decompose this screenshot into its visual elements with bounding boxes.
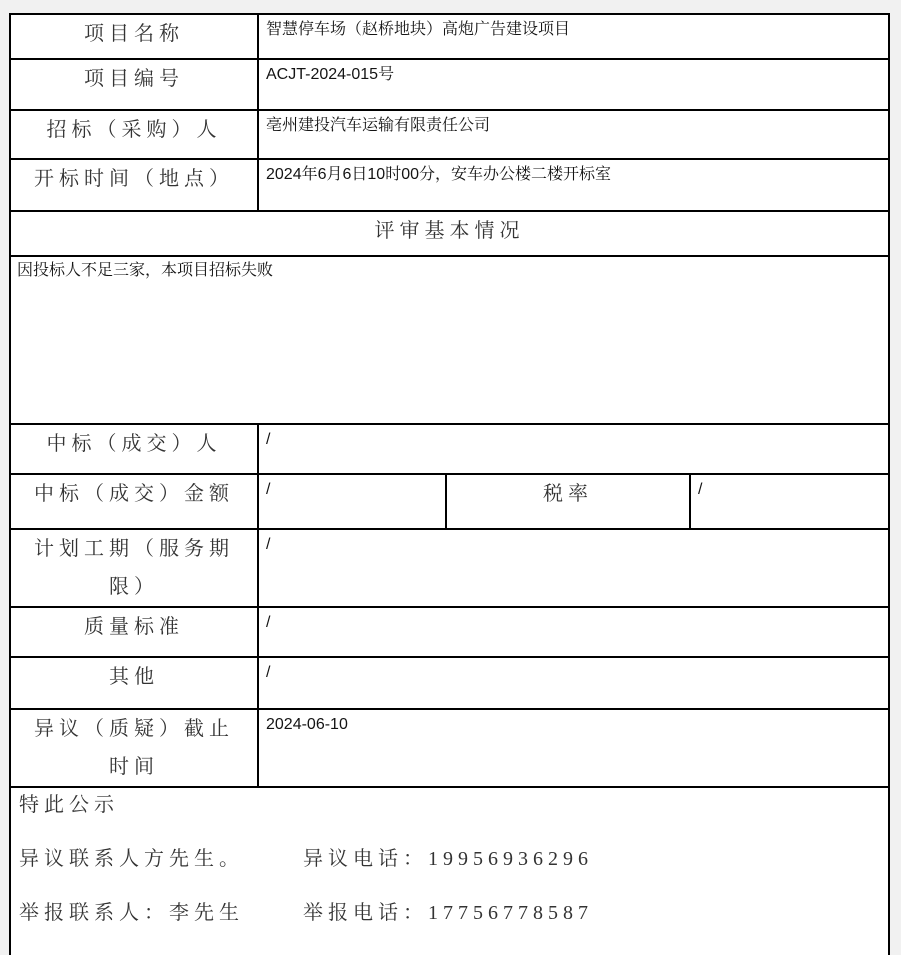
- other-label: 其他: [10, 657, 258, 709]
- footer-objection-line: [19, 846, 880, 873]
- bid-opening-label: 开标时间（地点）: [10, 159, 258, 211]
- announcement-table: [9, 13, 890, 955]
- row-plan-duration: [10, 529, 889, 607]
- row-tenderer: [10, 110, 889, 159]
- plan-duration-value: /: [258, 529, 889, 607]
- review-result-text: 因投标人不足三家，本项目招标失败: [10, 256, 889, 424]
- tax-label: 税率: [446, 474, 690, 529]
- winner-label: 中标（成交）人: [10, 424, 258, 474]
- row-bid-opening: [10, 159, 889, 211]
- report-phone: 举报电话：17756778587: [303, 902, 593, 924]
- quality-standard-label: 质量标准: [10, 607, 258, 657]
- row-other: [10, 657, 889, 709]
- objection-contact: 异议联系人方先生。: [19, 848, 244, 870]
- row-footer: [10, 787, 889, 955]
- row-quality-standard: [10, 607, 889, 657]
- project-number-label: 项目编号: [10, 59, 258, 110]
- amount-value: /: [258, 474, 446, 529]
- project-name-value: 智慧停车场（赵桥地块）高炮广告建设项目: [258, 14, 889, 59]
- footer-notice: 特此公示: [19, 794, 119, 816]
- project-number-value: ACJT-2024-015号: [258, 59, 889, 110]
- tax-value: /: [690, 474, 889, 529]
- objection-phone: 异议电话：19956936296: [303, 848, 593, 870]
- objection-deadline-value: 2024-06-10: [258, 709, 889, 787]
- amount-label: 中标（成交）金额: [10, 474, 258, 529]
- winner-value: /: [258, 424, 889, 474]
- review-section-title: 评审基本情况: [10, 211, 889, 256]
- tenderer-value: 亳州建投汽车运输有限责任公司: [258, 110, 889, 159]
- row-project-name: [10, 14, 889, 59]
- row-project-number: [10, 59, 889, 110]
- bid-opening-value: 2024年6月6日10时00分，安车办公楼二楼开标室: [258, 159, 889, 211]
- quality-standard-value: /: [258, 607, 889, 657]
- row-objection-deadline: [10, 709, 889, 787]
- footer-cell: [10, 787, 889, 955]
- project-name-label: 项目名称: [10, 14, 258, 59]
- row-review-section-header: [10, 211, 889, 256]
- document-page: [0, 13, 901, 955]
- objection-deadline-label: 异议（质疑）截止时间: [10, 709, 258, 787]
- other-value: /: [258, 657, 889, 709]
- plan-duration-label: 计划工期（服务期限）: [10, 529, 258, 607]
- row-winner: [10, 424, 889, 474]
- tenderer-label: 招标（采购）人: [10, 110, 258, 159]
- footer-report-line: [19, 900, 880, 927]
- row-amount-tax: [10, 474, 889, 529]
- row-review-result: [10, 256, 889, 424]
- report-contact: 举报联系人：李先生: [19, 902, 244, 924]
